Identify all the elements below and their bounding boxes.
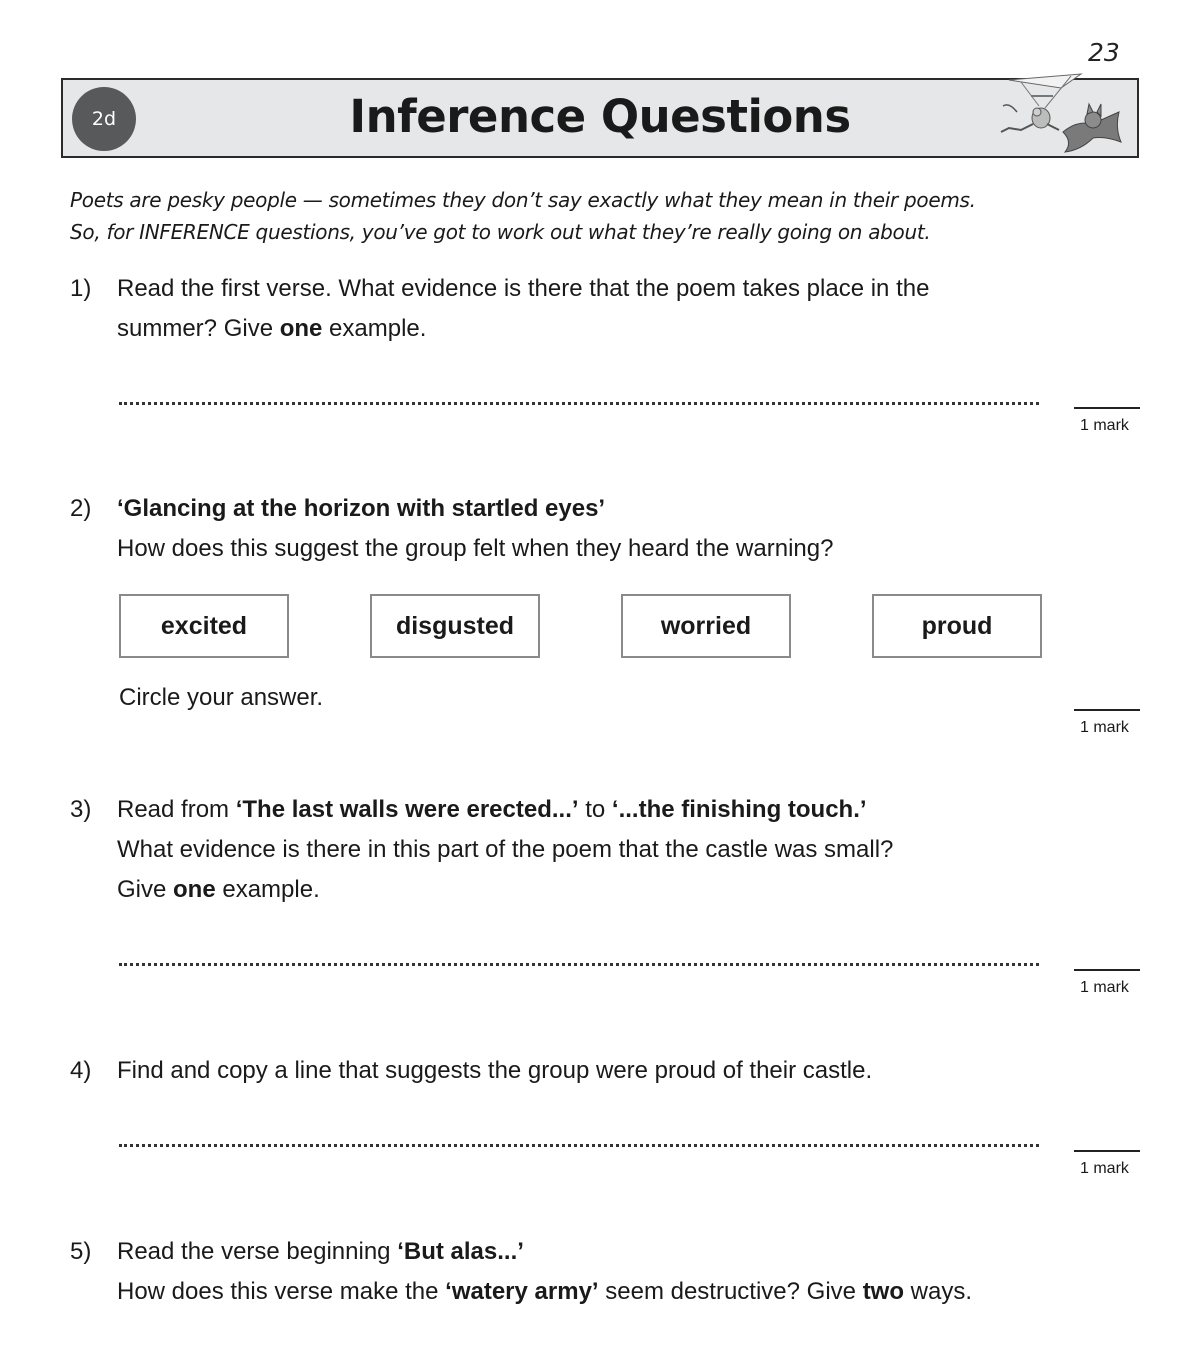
- option-worried[interactable]: worried: [621, 594, 791, 658]
- option-disgusted[interactable]: disgusted: [370, 594, 540, 658]
- question-number: 4): [70, 1057, 92, 1084]
- question-text: Find and copy a line that suggests the group were proud of their castle.: [117, 1057, 873, 1084]
- question-text: Read from ‘The last walls were erected...’ to ‘...the finishing touch.’: [117, 796, 867, 823]
- question-number: 1): [70, 275, 92, 302]
- intro-line-2: So, for INFERENCE questions, you’ve got to work out what they’re really going on about.: [70, 220, 931, 244]
- answer-line-q3[interactable]: [119, 963, 1039, 966]
- mark-label: 1 mark: [1080, 719, 1129, 736]
- instruction-text: Circle your answer.: [119, 684, 324, 711]
- question-5: [70, 1232, 1170, 1312]
- question-text: Read the first verse. What evidence is there that the poem takes place in the: [117, 275, 930, 302]
- mark-line: [1074, 407, 1140, 409]
- option-excited[interactable]: excited: [119, 594, 289, 658]
- mark-label: 1 mark: [1080, 979, 1129, 996]
- header-bar: [61, 78, 1139, 158]
- question-3: [70, 790, 1070, 910]
- page-title: Inference Questions: [349, 90, 851, 143]
- question-number: 5): [70, 1238, 92, 1265]
- option-proud[interactable]: proud: [872, 594, 1042, 658]
- quote-text: ‘Glancing at the horizon with startled eyes’: [117, 495, 606, 522]
- section-badge: 2d: [72, 87, 136, 151]
- question-text: Read the verse beginning ‘But alas...’: [117, 1238, 524, 1265]
- mark-line: [1074, 709, 1140, 711]
- mouse-bat-illustration-icon: [981, 72, 1131, 156]
- question-number: 2): [70, 495, 92, 522]
- intro-text: [70, 184, 1130, 248]
- question-text: summer? Give one example.: [117, 315, 427, 342]
- mark-label: 1 mark: [1080, 417, 1129, 434]
- question-2: [70, 489, 1070, 569]
- question-text: What evidence is there in this part of the poem that the castle was small?: [117, 836, 894, 863]
- question-number: 3): [70, 796, 92, 823]
- mark-line: [1074, 1150, 1140, 1152]
- answer-line-q4[interactable]: [119, 1144, 1039, 1147]
- mark-line: [1074, 969, 1140, 971]
- answer-line-q1[interactable]: [119, 402, 1039, 405]
- question-text: How does this suggest the group felt when they heard the warning?: [117, 535, 834, 562]
- page-number: 23: [1088, 38, 1120, 67]
- question-4: [70, 1051, 1070, 1091]
- mark-label: 1 mark: [1080, 1160, 1129, 1177]
- intro-line-1: Poets are pesky people — sometimes they don’t say exactly what they mean in their poems.: [70, 188, 976, 212]
- question-text: How does this verse make the ‘watery army’ seem destructive? Give two ways.: [117, 1278, 973, 1305]
- question-1: [70, 269, 1070, 349]
- question-text: Give one example.: [117, 876, 320, 903]
